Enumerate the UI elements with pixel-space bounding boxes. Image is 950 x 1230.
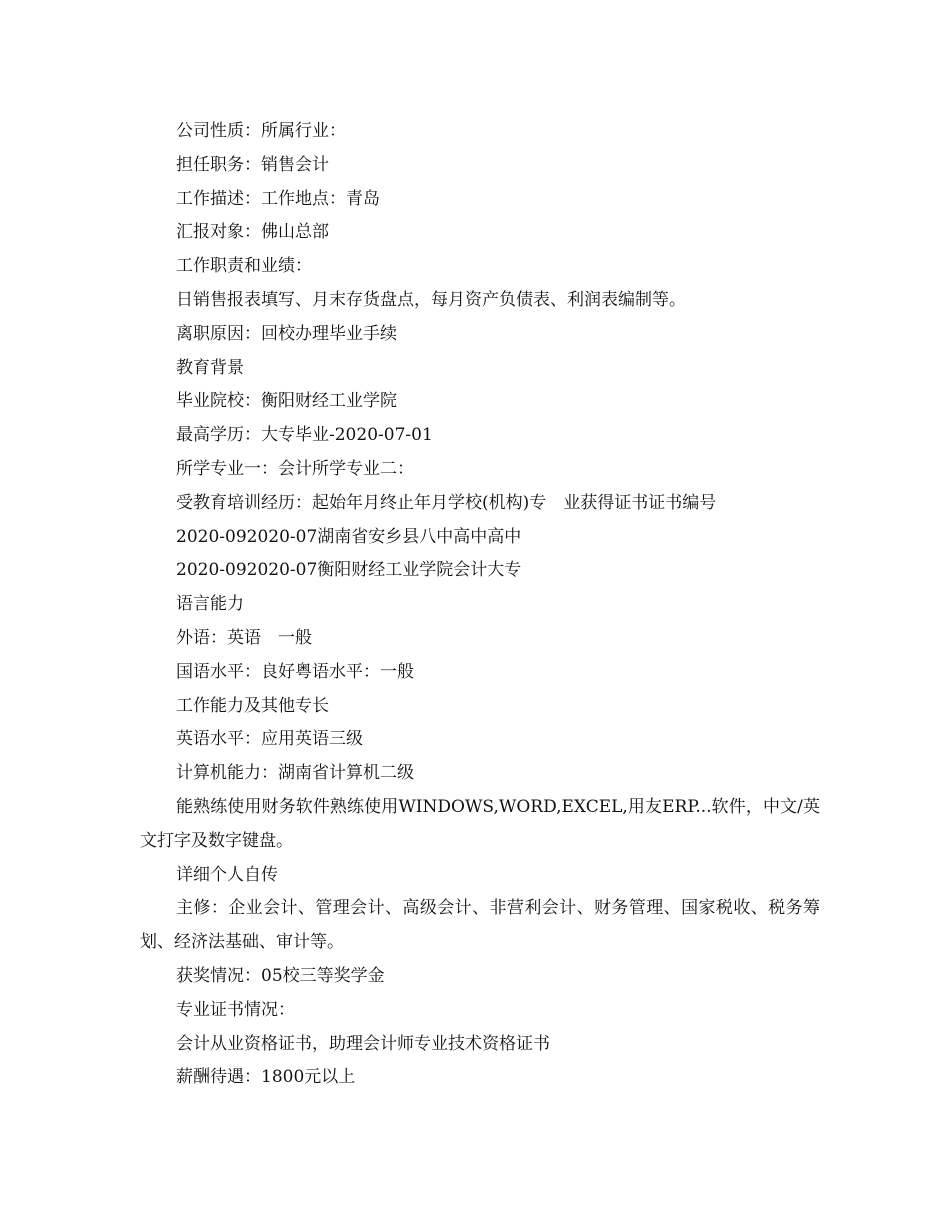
mandarin-cantonese-line: 国语水平：良好粤语水平：一般 (176, 661, 414, 682)
computer-skill-line: 计算机能力：湖南省计算机二级 (176, 763, 414, 784)
awards-line: 获奖情况：05校三等奖学金 (176, 965, 385, 986)
leave-reason-line: 离职原因：回校办理毕业手续 (176, 323, 397, 344)
salary-line: 薪酬待遇：1800元以上 (176, 1067, 356, 1088)
resume-content (140, 115, 820, 1095)
language-heading: 语言能力 (176, 594, 244, 615)
degree-line: 最高学历：大专毕业-2020-07-01 (176, 425, 433, 446)
duties-detail-line: 日销售报表填写、月末存货盘点，每月资产负债表、利润表编制等。 (176, 289, 686, 310)
skills-heading: 工作能力及其他专长 (176, 695, 329, 716)
duties-heading: 工作职责和业绩： (176, 256, 312, 277)
training-row-1: 2020-092020-07湖南省安乡县八中高中高中 (176, 526, 522, 547)
position-line: 担任职务：销售会计 (176, 154, 329, 175)
school-line: 毕业院校：衡阳财经工业学院 (176, 391, 397, 412)
english-level-line: 英语水平：应用英语三级 (176, 729, 363, 750)
foreign-language-line: 外语：英语 一般 (176, 627, 312, 648)
training-header-line: 受教育培训经历：起始年月终止年月学校(机构)专 业获得证书证书编号 (176, 492, 717, 513)
software-skills-paragraph: 能熟练使用财务软件熟练使用WINDOWS,WORD,EXCEL,用友ERP...软件，中文/英文打字及数字键盘。 (140, 796, 820, 851)
courses-paragraph: 主修：企业会计、管理会计、高级会计、非营利会计、财务管理、国家税收、税务筹划、经济法基础、审计等。 (140, 898, 820, 953)
company-nature-line: 公司性质：所属行业： (176, 121, 346, 141)
certificates-heading: 专业证书情况： (176, 999, 295, 1020)
training-row-2: 2020-092020-07衡阳财经工业学院会计大专 (176, 560, 522, 581)
bio-heading: 详细个人自传 (176, 864, 278, 885)
major-line: 所学专业一：会计所学专业二： (176, 458, 414, 479)
certificates-line: 会计从业资格证书，助理会计师专业技术资格证书 (176, 1033, 550, 1054)
education-heading: 教育背景 (176, 357, 244, 378)
report-to-line: 汇报对象：佛山总部 (176, 222, 329, 243)
work-description-line: 工作描述：工作地点：青岛 (176, 188, 380, 209)
